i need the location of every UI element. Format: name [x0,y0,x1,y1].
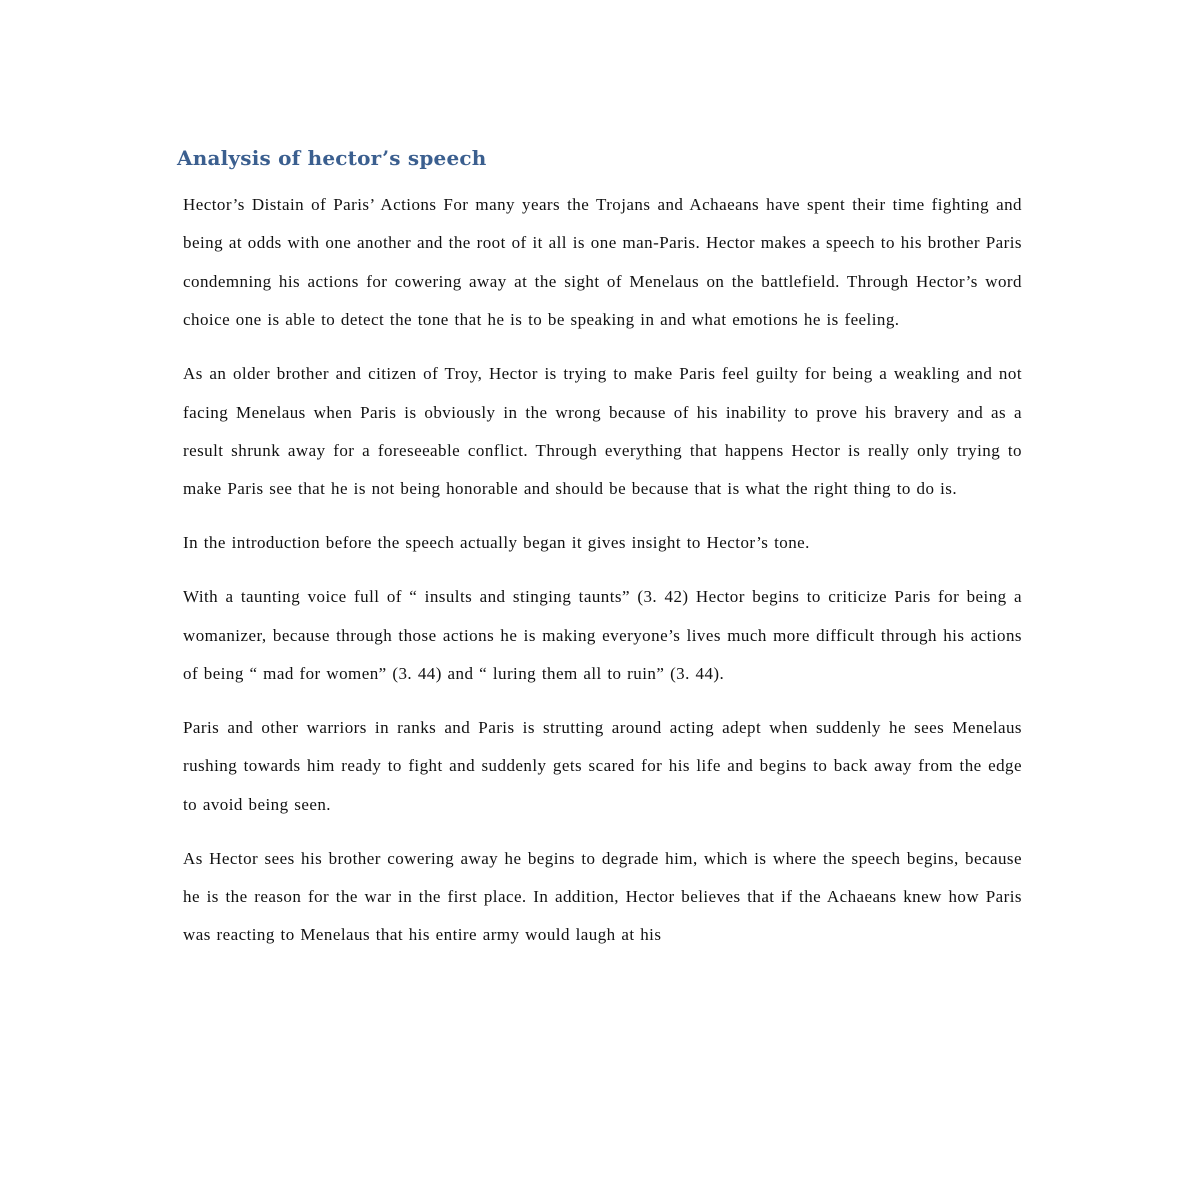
paragraph-1: Hector’s Distain of Paris’ Actions For many years the Trojans and Achaeans have spent their time fighting and being at odds with one another and the root of it all is one man-Paris. Hector makes a speech to his brother Paris condemning his actions for cowering away at the sight of Menelaus on the battlefield. Through Hector’s word choice one is able to detect the tone that he is to be speaking in and what emotions he is feeling. [183,195,1022,330]
paragraph-5: Paris and other warriors in ranks and Paris is strutting around acting adept when suddenly he sees Menelaus rushing towards him ready to fight and suddenly gets scared for his life and begins to back away from the edge to avoid being seen. [183,717,1022,814]
paragraph-4: With a taunting voice full of “ insults and stinging taunts” (3. 42) Hector begins to criticize Paris for being a womanizer, because through those actions he is making everyone’s lives much more difficult through his actions of being “ mad for women” (3. 44) and “ luring them all to ruin” (3. 44). [183,587,1022,683]
paragraph-3: In the introduction before the speech actually began it gives insight to Hector’s tone. [183,533,810,553]
document-body [177,143,1022,955]
paragraph-6: As Hector sees his brother cowering away he begins to degrade him, which is where the speech begins, because he is the reason for the war in the first place. In addition, Hector believes that if the Achaeans knew how Paris was reacting to Menelaus that his entire army would laugh at his [183,848,1022,945]
section-heading: Analysis of hector’s speech [177,146,487,170]
paragraph-2: As an older brother and citizen of Troy, Hector is trying to make Paris feel guilty for being a weakling and not facing Menelaus when Paris is obviously in the wrong because of his inability to prove his bravery and as a result shrunk away for a foreseeable conflict. Through everything that happens Hector is really only trying to make Paris see that he is not being honorable and should be because that is what the right thing to do is. [183,364,1022,499]
